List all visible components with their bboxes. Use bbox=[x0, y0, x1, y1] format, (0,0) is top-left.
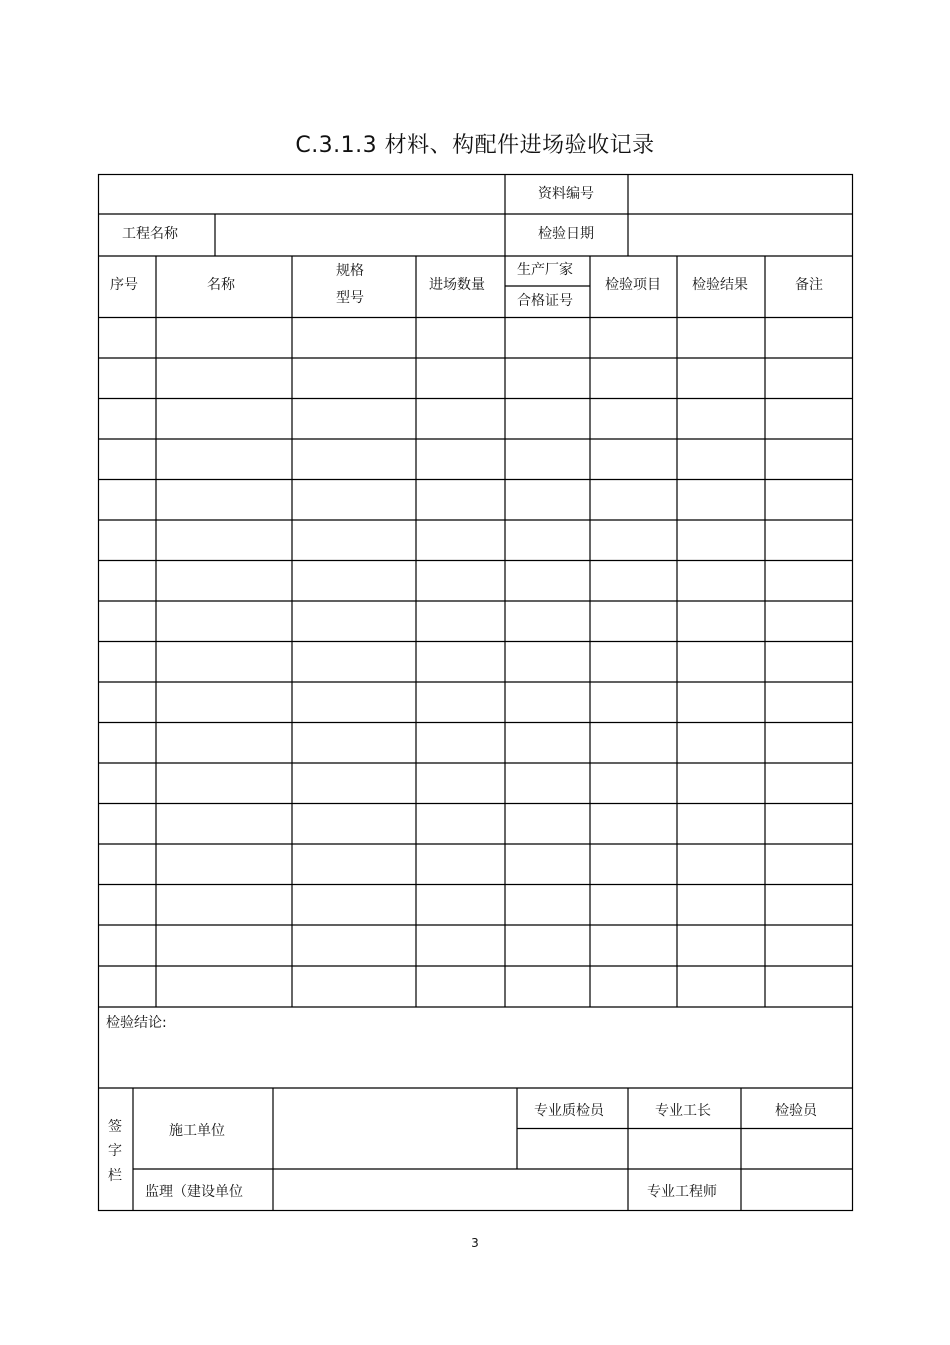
inspect-date-label: 检验日期 bbox=[538, 226, 594, 242]
sign-col-char-1: 签 bbox=[108, 1119, 122, 1135]
foreman-label: 专业工长 bbox=[655, 1103, 711, 1119]
col-name: 名称 bbox=[207, 277, 235, 293]
supervision-unit-label: 监理（建设单位 bbox=[145, 1184, 243, 1200]
col-maker: 生产厂家 bbox=[517, 262, 573, 278]
col-spec-line2: 型号 bbox=[336, 290, 364, 306]
project-name-label: 工程名称 bbox=[122, 226, 178, 242]
col-qty: 进场数量 bbox=[429, 277, 485, 293]
col-seq: 序号 bbox=[110, 277, 138, 293]
col-item: 检验项目 bbox=[605, 277, 661, 293]
col-cert: 合格证号 bbox=[517, 293, 573, 309]
project-name-field[interactable] bbox=[217, 216, 503, 254]
col-remark: 备注 bbox=[795, 277, 823, 293]
construction-unit-label: 施工单位 bbox=[169, 1123, 225, 1139]
engineer-label: 专业工程师 bbox=[647, 1184, 717, 1200]
sign-col-char-2: 字 bbox=[108, 1143, 122, 1159]
page-number: 3 bbox=[471, 1236, 479, 1250]
sign-col-char-3: 栏 bbox=[108, 1168, 122, 1184]
col-result: 检验结果 bbox=[692, 277, 748, 293]
doc-no-field[interactable] bbox=[630, 176, 850, 212]
quality-inspector-label: 专业质检员 bbox=[534, 1103, 604, 1119]
page-title: C.3.1.3 材料、构配件进场验收记录 bbox=[295, 133, 655, 158]
conclusion-label: 检验结论: bbox=[106, 1015, 167, 1031]
inspect-date-field[interactable] bbox=[630, 216, 850, 254]
inspector-label: 检验员 bbox=[775, 1103, 817, 1119]
doc-no-label: 资料编号 bbox=[538, 186, 594, 202]
col-spec-line1: 规格 bbox=[336, 263, 364, 279]
